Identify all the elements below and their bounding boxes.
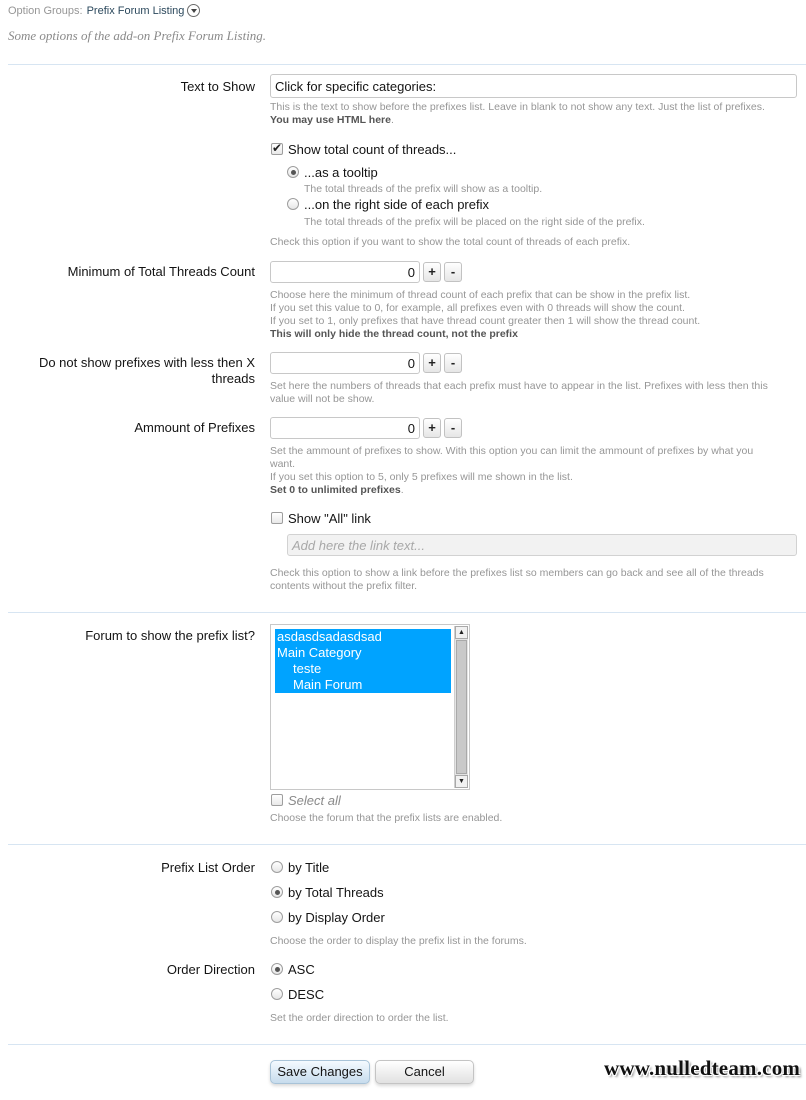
- explain-end: .: [390, 114, 394, 126]
- forum-list-label: Forum to show the prefix list?: [85, 628, 255, 643]
- min-total-label: Minimum of Total Threads Count: [67, 264, 255, 279]
- text-to-show-label: Text to Show: [180, 79, 255, 94]
- direction-asc-radio[interactable]: [271, 963, 283, 975]
- explain-bold: You may use HTML here: [270, 114, 391, 126]
- list-item[interactable]: teste: [275, 661, 451, 677]
- option-group-name[interactable]: Prefix Forum Listing: [86, 4, 185, 17]
- forum-listbox[interactable]: [270, 624, 470, 790]
- order-by-title-label: by Title: [288, 860, 330, 875]
- forum-list-items: [275, 629, 451, 693]
- direction-label: Order Direction: [166, 962, 255, 977]
- scrollbar-thumb[interactable]: [456, 640, 467, 774]
- list-item[interactable]: Main Category: [275, 645, 451, 661]
- explain-line: contents without the prefix filter.: [270, 580, 418, 592]
- order-by-display-order-label: by Display Order: [288, 910, 385, 925]
- all-link-explain: [270, 567, 800, 593]
- min-threads-label-line1: Do not show prefixes with less then X: [38, 355, 255, 370]
- right-side-explain: The total threads of the prefix will be placed on the right side of the prefix.: [304, 216, 645, 228]
- scrollbar[interactable]: [454, 626, 468, 788]
- page-description: Some options of the add-on Prefix Forum Listing.: [8, 28, 267, 43]
- explain-bold: This will only hide the thread count, not the prefix: [270, 328, 518, 340]
- breadcrumb: [8, 4, 200, 17]
- chevron-down-icon[interactable]: [187, 4, 200, 17]
- direction-desc-radio[interactable]: [271, 988, 283, 1000]
- min-threads-input[interactable]: [270, 352, 420, 374]
- order-by-total-threads-radio[interactable]: [271, 886, 283, 898]
- amount-explain: [270, 445, 800, 497]
- right-side-radio[interactable]: [287, 198, 299, 210]
- amount-label: Ammount of Prefixes: [134, 420, 255, 435]
- list-item[interactable]: asdasdsadasdsad: [275, 629, 451, 645]
- divider: [8, 844, 806, 845]
- show-total-count-label: Show total count of threads...: [288, 142, 457, 157]
- total-count-explain: Check this option if you want to show the total count of threads of each prefix.: [270, 236, 631, 248]
- show-all-link-checkbox[interactable]: [271, 512, 283, 524]
- min-total-input[interactable]: [270, 261, 420, 283]
- direction-asc-label: ASC: [288, 962, 315, 977]
- min-threads-label: [39, 355, 255, 387]
- divider: [8, 64, 806, 65]
- min-total-minus-button[interactable]: -: [444, 262, 462, 282]
- explain-line: Set here the numbers of threads that each prefix must have to appear in the list. Prefixes with less then this: [270, 380, 768, 392]
- order-by-total-threads-label: by Total Threads: [288, 885, 384, 900]
- order-by-display-order-radio[interactable]: [271, 911, 283, 923]
- explain-line: value will not be show.: [270, 393, 375, 405]
- min-threads-label-line2: threads: [211, 371, 255, 386]
- explain-line: Check this option to show a link before the prefixes list so members can go back and see all of the threads: [270, 567, 764, 579]
- cancel-button[interactable]: Cancel: [375, 1060, 474, 1084]
- direction-desc-label: DESC: [288, 987, 325, 1002]
- as-tooltip-explain: The total threads of the prefix will show as a tooltip.: [304, 183, 543, 195]
- divider: [8, 612, 806, 613]
- explain-line: Set the ammount of prefixes to show. With this option you can limit the ammount of prefixes by what you: [270, 445, 754, 457]
- scroll-up-arrow-icon[interactable]: ▲: [455, 626, 468, 639]
- show-all-link-label: Show "All" link: [288, 511, 371, 526]
- explain-line: If you set this option to 5, only 5 prefixes will me shown in the list.: [270, 471, 573, 483]
- direction-explain: Set the order direction to order the list.: [270, 1012, 449, 1024]
- select-all-label: Select all: [288, 793, 341, 808]
- min-threads-explain: [270, 380, 800, 406]
- order-explain: Choose the order to display the prefix list in the forums.: [270, 935, 527, 947]
- explain-line: This is the text to show before the prefixes list. Leave in blank to not show any text. Just the list of prefixes.: [270, 101, 765, 113]
- order-label: Prefix List Order: [161, 860, 255, 875]
- text-to-show-explain: [270, 101, 800, 127]
- save-changes-button[interactable]: Save Changes: [270, 1060, 370, 1084]
- order-by-title-radio[interactable]: [271, 861, 283, 873]
- min-threads-minus-button[interactable]: -: [444, 353, 462, 373]
- as-tooltip-label: ...as a tooltip: [304, 165, 378, 180]
- explain-end: .: [400, 484, 404, 496]
- as-tooltip-radio[interactable]: [287, 166, 299, 178]
- explain-bold: Set 0 to unlimited prefixes: [270, 484, 401, 496]
- divider: [8, 1044, 806, 1045]
- scroll-down-arrow-icon[interactable]: ▼: [455, 775, 468, 788]
- right-side-label: ...on the right side of each prefix: [304, 197, 489, 212]
- list-item[interactable]: Main Forum: [275, 677, 451, 693]
- min-threads-plus-button[interactable]: +: [423, 353, 441, 373]
- show-total-count-checkbox[interactable]: [271, 143, 283, 155]
- option-groups-label: Option Groups:: [8, 4, 83, 17]
- amount-plus-button[interactable]: +: [423, 418, 441, 438]
- watermark: www.nulledteam.com: [604, 1056, 801, 1080]
- link-text-input[interactable]: Add here the link text...: [287, 534, 797, 556]
- explain-line: want.: [270, 458, 296, 470]
- explain-line: If you set to 1, only prefixes that have thread count greater then 1 will show the thread count.: [270, 315, 701, 327]
- forum-list-explain: Choose the forum that the prefix lists are enabled.: [270, 812, 503, 824]
- amount-minus-button[interactable]: -: [444, 418, 462, 438]
- explain-line: Choose here the minimum of thread count of each prefix that can be show in the prefix list.: [270, 289, 691, 301]
- text-to-show-input[interactable]: [270, 74, 797, 98]
- min-total-explain: [270, 289, 800, 341]
- explain-line: If you set this value to 0, for example, all prefixes even with 0 threads will show the count.: [270, 302, 685, 314]
- amount-input[interactable]: [270, 417, 420, 439]
- min-total-plus-button[interactable]: +: [423, 262, 441, 282]
- select-all-checkbox[interactable]: [271, 794, 283, 806]
